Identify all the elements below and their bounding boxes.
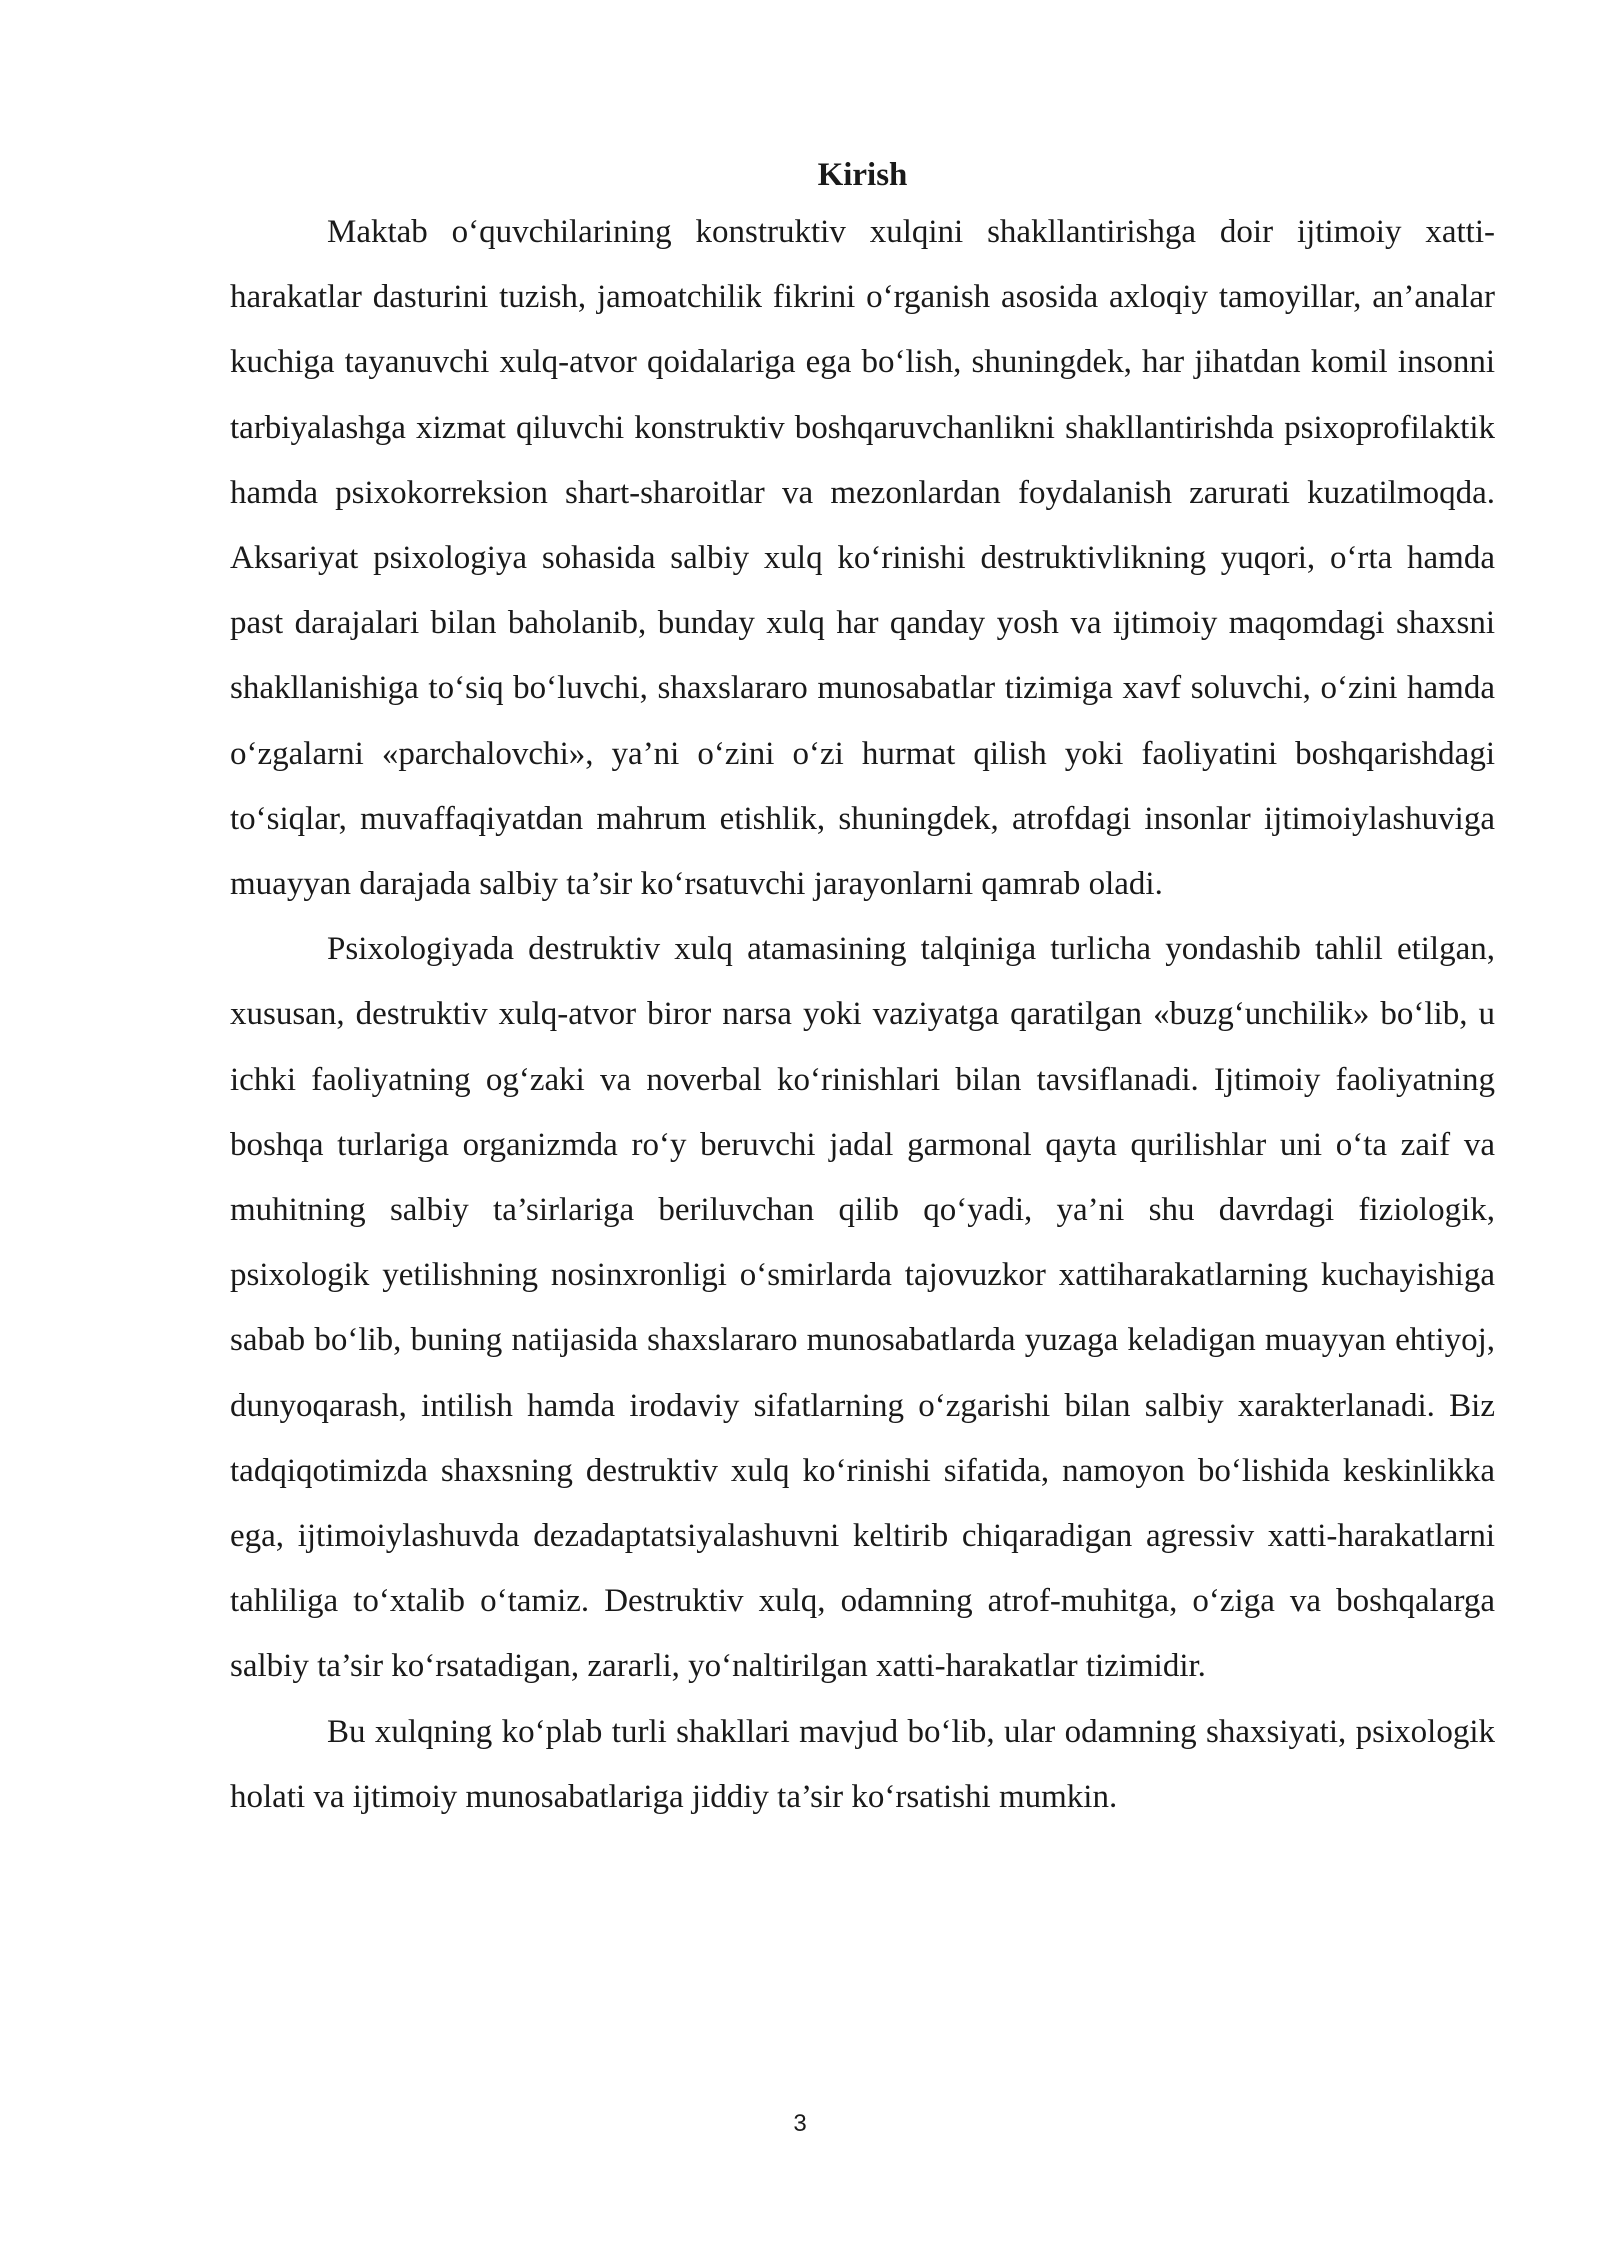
page-number: 3 — [793, 2110, 807, 2137]
paragraph-1: Maktab o‘quvchilarining konstruktiv xulqini shakllantirishga doir ijtimoiy xatti-harakatlar dasturini tuzish, jamoatchilik fikrini o‘rganish asosida axloqiy tamoyillar, an’analar kuchiga tayanuvchi xulq-atvor qoidalariga ega bo‘lish, shuningdek, har jihatdan komil insonni tarbiyalashga xizmat qiluvchi konstruktiv boshqaruvchanlikni shakllantirishda psixoprofilaktik hamda psixokorreksion shart-sharoitlar va mezonlardan foydalanish zarurati kuzatilmoqda. Aksariyat psixologiya sohasida salbiy xulq ko‘rinishi destruktivlikning yuqori, o‘rta hamda past darajalari bilan baholanib, bunday xulq har qanday yosh va ijtimoiy maqomdagi shaxsni shakllanishiga to‘siq bo‘luvchi, shaxslararo munosabatlar tizimiga xavf soluvchi, o‘zini hamda o‘zgalarni «parchalovchi», ya’ni o‘zini o‘zi hurmat qilish yoki faoliyatini boshqarishdagi to‘siqlar, muvaffaqiyatdan mahrum etishlik, shuningdek, atrofdagi insonlar ijtimoiylashuviga muayyan darajada salbiy ta’sir ko‘rsatuvchi jarayonlarni qamrab oladi. — [230, 214, 1495, 903]
section-heading: Kirish — [817, 157, 908, 193]
page-content — [230, 150, 1495, 1830]
paragraph-3: Bu xulqning ko‘plab turli shakllari mavjud bo‘lib, ular odamning shaxsiyati, psixologik holati va ijtimoiy munosabatlariga jiddiy ta’sir ko‘rsatishi mumkin. — [230, 1713, 1495, 1815]
paragraph-2: Psixologiyada destruktiv xulq atamasining talqiniga turlicha yondashib tahlil etilgan, xususan, destruktiv xulq-atvor biror narsa yoki vaziyatga qaratilgan «buzg‘unchilik» bo‘lib, u ichki faoliyatning og‘zaki va noverbal ko‘rinishlari bilan tavsiflanadi. Ijtimoiy faoliyatning boshqa turlariga organizmda ro‘y beruvchi jadal garmonal qayta qurilishlar uni o‘ta zaif va muhitning salbiy ta’sirlariga beriluvchan qilib qo‘yadi, ya’ni shu davrdagi fiziologik, psixologik yetilishning nosinxronligi o‘smirlarda tajovuzkor xattiharakatlarning kuchayishiga sabab bo‘lib, buning natijasida shaxslararo munosabatlarda yuzaga keladigan muayyan ehtiyoj, dunyoqarash, intilish hamda irodaviy sifatlarning o‘zgarishi bilan salbiy xarakterlanadi. Biz tadqiqotimizda shaxsning destruktiv xulq ko‘rinishi sifatida, namoyon bo‘lishida keskinlikka ega, ijtimoiylashuvda dezadaptatsiyalashuvni keltirib chiqaradigan agressiv xatti-harakatlarni tahliliga to‘xtalib o‘tamiz. Destruktiv xulq, odamning atrof-muhitga, o‘ziga va boshqalarga salbiy ta’sir ko‘rsatadigan, zararli, yo‘naltirilgan xatti-harakatlar tizimidir. — [230, 931, 1495, 1685]
